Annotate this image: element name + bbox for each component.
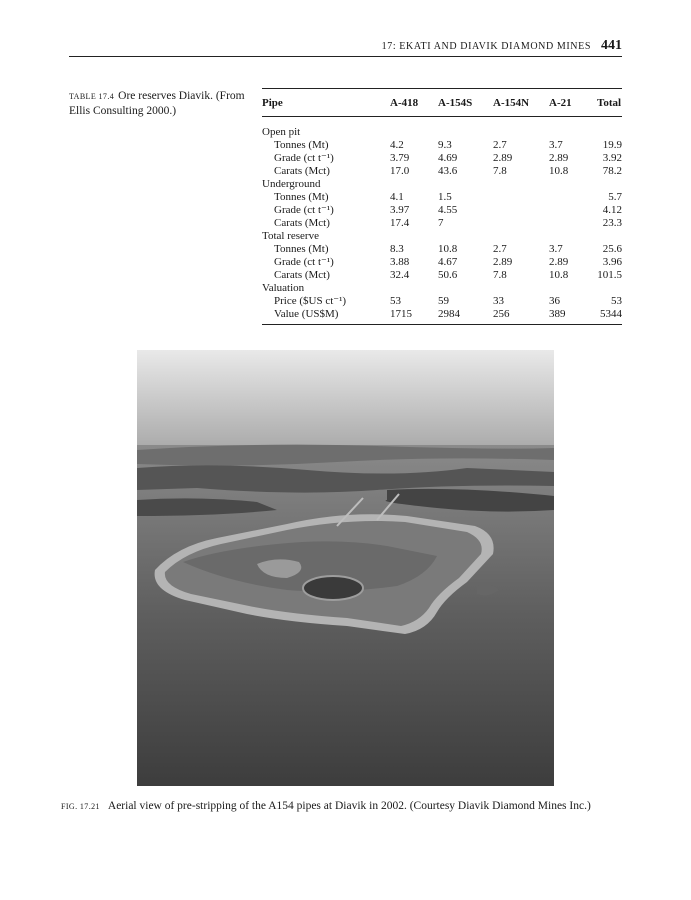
table-cell: 3.88 xyxy=(390,256,410,268)
table-cell xyxy=(597,282,622,295)
table-cell xyxy=(390,230,438,243)
table-cell xyxy=(493,191,549,204)
table-row xyxy=(262,308,622,325)
table-cell xyxy=(390,178,438,191)
table-cell: 4.1 xyxy=(390,191,404,203)
table-cell: 32.4 xyxy=(390,269,410,281)
table-cell: 36 xyxy=(549,295,560,307)
table-cell: 33 xyxy=(493,295,504,307)
table-cell: 25.6 xyxy=(602,243,622,255)
table-cell xyxy=(493,230,549,243)
table-cell: 389 xyxy=(549,308,597,325)
table-cell: 4.12 xyxy=(602,204,622,216)
table-row xyxy=(262,295,622,308)
table-row xyxy=(262,243,622,256)
aerial-photo xyxy=(137,350,554,786)
table-cell: 43.6 xyxy=(438,165,458,177)
table-cell xyxy=(597,230,622,243)
row-label: Grade (ct t⁻¹) xyxy=(274,152,334,164)
table-cell: 4.69 xyxy=(438,152,458,164)
row-label: Tonnes (Mt) xyxy=(274,139,329,151)
table-cell: 2.89 xyxy=(493,152,513,164)
column-header: Total xyxy=(597,89,622,117)
section-heading: Total reserve xyxy=(262,230,319,242)
table-cell: 101.5 xyxy=(597,269,622,281)
table-cell xyxy=(493,117,549,140)
table-row xyxy=(262,152,622,165)
figure-caption-text: Aerial view of pre-stripping of the A154 pipes at Diavik in 2002. (Courtesy Diavik Diamond Mines Inc.) xyxy=(107,800,591,812)
table-row xyxy=(262,178,622,191)
table-cell xyxy=(390,117,438,140)
table-cell: 3.97 xyxy=(390,204,410,216)
table-label: TABLE 17.4 xyxy=(69,92,115,101)
table-cell xyxy=(549,217,597,230)
table-cell xyxy=(549,191,597,204)
table-header-row xyxy=(262,89,622,117)
table-row xyxy=(262,139,622,152)
table-cell: 1715 xyxy=(390,308,438,325)
table-cell: 4.55 xyxy=(438,204,458,216)
table-cell: 2984 xyxy=(438,308,493,325)
column-header: A-154N xyxy=(493,89,549,117)
table-row xyxy=(262,191,622,204)
table-row xyxy=(262,282,622,295)
table-cell: 1.5 xyxy=(438,191,452,203)
column-header: A-21 xyxy=(549,89,597,117)
table-cell xyxy=(549,204,597,217)
running-head xyxy=(69,38,622,54)
table-cell: 23.3 xyxy=(602,217,622,229)
table-cell xyxy=(438,282,493,295)
table-cell: 3.79 xyxy=(390,152,410,164)
section-heading: Valuation xyxy=(262,282,305,294)
table-cell: 3.92 xyxy=(602,152,622,164)
table-cell: 2.7 xyxy=(493,243,507,255)
table-cell xyxy=(390,282,438,295)
table-cell xyxy=(493,282,549,295)
row-label: Price ($US ct⁻¹) xyxy=(274,295,347,307)
row-label: Grade (ct t⁻¹) xyxy=(274,204,334,216)
table-caption xyxy=(69,89,249,118)
section-heading: Underground xyxy=(262,178,321,190)
table-row xyxy=(262,269,622,282)
table-cell: 53 xyxy=(390,295,401,307)
table-cell: 17.4 xyxy=(390,217,410,229)
table-cell: 7.8 xyxy=(493,269,507,281)
table-cell: 3.7 xyxy=(549,243,563,255)
table-cell xyxy=(493,204,549,217)
table-caption-text: Ore reserves Diavik. (From Ellis Consulting 2000.) xyxy=(69,90,245,117)
table-cell: 17.0 xyxy=(390,165,410,177)
table-cell: 10.8 xyxy=(549,165,569,177)
table-cell: 4.2 xyxy=(390,139,404,151)
table-cell: 256 xyxy=(493,308,549,325)
page-number: 441 xyxy=(601,38,622,53)
table-row xyxy=(262,256,622,269)
table-cell: 19.9 xyxy=(602,139,622,151)
table-cell: 50.6 xyxy=(438,269,458,281)
table-row xyxy=(262,217,622,230)
table-cell xyxy=(438,117,493,140)
table-cell: 59 xyxy=(438,295,449,307)
row-label: Grade (ct t⁻¹) xyxy=(274,256,334,268)
table-cell: 3.7 xyxy=(549,139,563,151)
section-heading: Open pit xyxy=(262,126,301,138)
header-rule xyxy=(69,56,622,57)
table-cell: 4.67 xyxy=(438,256,458,268)
table-cell: 78.2 xyxy=(602,165,622,177)
table-cell: 53 xyxy=(611,295,622,307)
figure-caption xyxy=(61,799,621,814)
row-label: Carats (Mct) xyxy=(274,269,330,281)
row-label: Value (US$M) xyxy=(262,308,390,325)
row-label: Tonnes (Mt) xyxy=(274,191,329,203)
table-cell: 5344 xyxy=(597,308,622,325)
table-cell xyxy=(549,230,597,243)
column-header: Pipe xyxy=(262,89,390,117)
table-cell xyxy=(493,178,549,191)
table-cell: 5.7 xyxy=(608,191,622,203)
table-cell xyxy=(549,117,597,140)
column-header: A-418 xyxy=(390,89,438,117)
table-cell: 3.96 xyxy=(602,256,622,268)
table-cell: 10.8 xyxy=(438,243,458,255)
table-cell: 7.8 xyxy=(493,165,507,177)
table-cell: 8.3 xyxy=(390,243,404,255)
table-cell: 2.89 xyxy=(493,256,513,268)
chapter-title: 17: EKATI AND DIAVIK DIAMOND MINES xyxy=(381,41,591,52)
table-cell: 7 xyxy=(438,217,444,229)
row-label: Carats (Mct) xyxy=(274,217,330,229)
table-cell xyxy=(597,117,622,140)
row-label: Carats (Mct) xyxy=(274,165,330,177)
table-cell: 2.7 xyxy=(493,139,507,151)
ore-reserves-table xyxy=(262,88,622,325)
figure-label: FIG. 17.21 xyxy=(61,802,100,811)
table-row xyxy=(262,165,622,178)
table-cell xyxy=(438,230,493,243)
table-cell xyxy=(597,178,622,191)
column-header: A-154S xyxy=(438,89,493,117)
row-label: Tonnes (Mt) xyxy=(274,243,329,255)
table-cell xyxy=(493,217,549,230)
table-cell xyxy=(438,178,493,191)
table-cell: 10.8 xyxy=(549,269,569,281)
table-row xyxy=(262,117,622,140)
table-cell xyxy=(549,282,597,295)
table-row xyxy=(262,230,622,243)
table-cell: 2.89 xyxy=(549,152,569,164)
table-cell: 2.89 xyxy=(549,256,569,268)
table-cell: 9.3 xyxy=(438,139,452,151)
table-cell xyxy=(549,178,597,191)
table-row xyxy=(262,204,622,217)
